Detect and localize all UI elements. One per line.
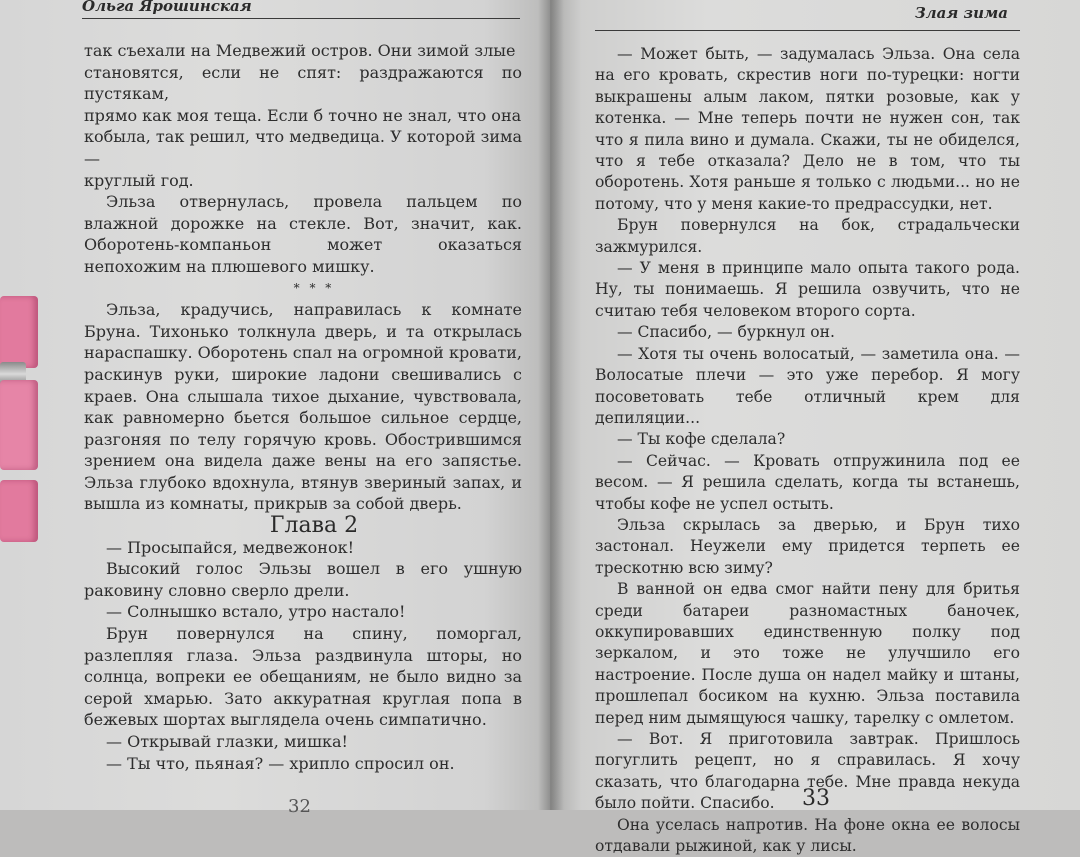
pink-binder-clip bbox=[0, 296, 38, 368]
right-paragraph: — Ты кофе сделала? bbox=[617, 430, 786, 449]
book-gutter bbox=[538, 0, 564, 810]
left-paragraph: Эльза отвернулась, провела пальцем по влажной дорожке на стекле. Вот, значит, как. Оборотень-компаньон может оказаться непохожим на плюшевого мишку. bbox=[84, 192, 522, 276]
section-separator: * * * bbox=[293, 280, 335, 295]
right-header-rule bbox=[595, 30, 1020, 31]
right-page-number: 33 bbox=[802, 786, 830, 811]
right-paragraph: — Вот. Я приготовила завтрак. Пришлось погуглить рецепт, но я справилась. Я хочу сказать, что благодарна тебе. Мне правда некуда было пойти. Спасибо. bbox=[595, 730, 1020, 813]
right-running-head: Злая зима bbox=[914, 4, 1008, 22]
right-paragraph: — У меня в принципе мало опыта такого рода. Ну, ты понимаешь. Я решила озвучить, что не считаю тебя человеком второго сорта. bbox=[595, 259, 1020, 320]
chapter-title: Глава 2 bbox=[269, 513, 359, 539]
left-paragraph: — Солнышко встало, утро настало! bbox=[106, 602, 406, 622]
left-paragraph: — Ты что, пьяная? — хрипло спросил он. bbox=[106, 753, 455, 773]
left-running-head: Ольга Ярошинская bbox=[82, 0, 252, 15]
right-paragraph: — Хотя ты очень волосатый, — заметила она. — Волосатые плечи — это уже перебор. Я могу посоветовать тебе отличный крем для депиляции... bbox=[595, 344, 1020, 427]
left-page-text bbox=[84, 40, 522, 774]
left-paragraph: Брун повернулся на спину, поморгал, разлепляя глаза. Эльза раздвинула шторы, но солнца, вопреки ее обещаниям, не было видно за серой хмарью. Зато аккуратная круглая попа в бежевых шортах выглядела очень симпатично. bbox=[84, 624, 522, 730]
pink-binder-clip bbox=[0, 380, 38, 470]
right-paragraph: В ванной он едва смог найти пену для бритья среди батареи разномастных баночек, оккупировавших единственную полку под зеркалом, и это тоже не улучшило его настроение. После душа он надел майку и штаны, прошлепал босиком на кухню. Эльза поставила перед ним дымящуюся чашку, тарелку с омлетом. bbox=[595, 580, 1020, 727]
left-line-4: круглый год. bbox=[84, 170, 194, 190]
left-paragraph: Эльза, крадучись, направилась к комнате Бруна. Тихонько толкнула дверь, и та открылась нараспашку. Оборотень спал на огромной кровати, раскинув руки, широкие ладони свешивались с краев. Она слышала тихое дыхание, чувствовала, как равномерно бьется большое сильное сердце, разгоняя по телу горячую кровь. Обострившимся зрением она видела даже вены на его запястье. Эльза глубоко вдохнула, втянув звериный запах, и вышла из комнаты, прикрыв за собой дверь. bbox=[84, 300, 522, 514]
left-paragraph: Высокий голос Эльзы вошел в его ушную раковину словно сверло дрели. bbox=[84, 559, 522, 600]
left-line-1: становятся, если не спят: раздражаются по пустякам, bbox=[84, 62, 522, 104]
left-line-3: кобыла, так решил, что медведица. У которой зима — bbox=[84, 127, 522, 168]
right-paragraph: Брун повернулся на бок, страдальчески зажмурился. bbox=[595, 216, 1020, 256]
left-line-0: так съехали на Медвежий остров. Они зимой злые bbox=[84, 41, 516, 60]
right-paragraph: Эльза скрылась за дверью, и Брун тихо застонал. Неужели ему придется терпеть ее трескотню всю зиму? bbox=[595, 515, 1020, 577]
left-page bbox=[0, 0, 550, 817]
right-paragraph: — Может быть, — задумалась Эльза. Она села на его кровать, скрестив ноги по-турецки: ногти выкрашены алым лаком, пятки розовые, как у котенка. — Мне теперь почти не нужен сон, так что я пила вино и думала. Скажи, ты не обиделся, что я тебе отказала? Дело не в том, что ты оборотень. Хотя раньше я только с людьми... но не потому, что у меня какие-то предрассудки, нет. bbox=[595, 45, 1020, 213]
left-page-number: 32 bbox=[288, 796, 311, 817]
right-page bbox=[550, 0, 1080, 856]
right-paragraph: — Спасибо, — буркнул он. bbox=[617, 323, 836, 342]
left-paragraph: — Открывай глазки, мишка! bbox=[106, 732, 348, 751]
left-line-2: прямо как моя теща. Если б точно не знал, что она bbox=[84, 105, 522, 125]
right-paragraph: — Сейчас. — Кровать отпружинила под ее весом. — Я решила сделать, когда ты встанешь, чтобы кофе не успел остыть. bbox=[595, 451, 1020, 513]
right-paragraph: Она уселась напротив. На фоне окна ее волосы отдавали рыжиной, как у лисы. bbox=[595, 815, 1020, 856]
left-header-rule bbox=[82, 18, 520, 19]
pink-binder-clip bbox=[0, 480, 38, 542]
left-paragraph: — Просыпайся, медвежонок! bbox=[106, 537, 355, 557]
right-page-text bbox=[595, 44, 1020, 857]
